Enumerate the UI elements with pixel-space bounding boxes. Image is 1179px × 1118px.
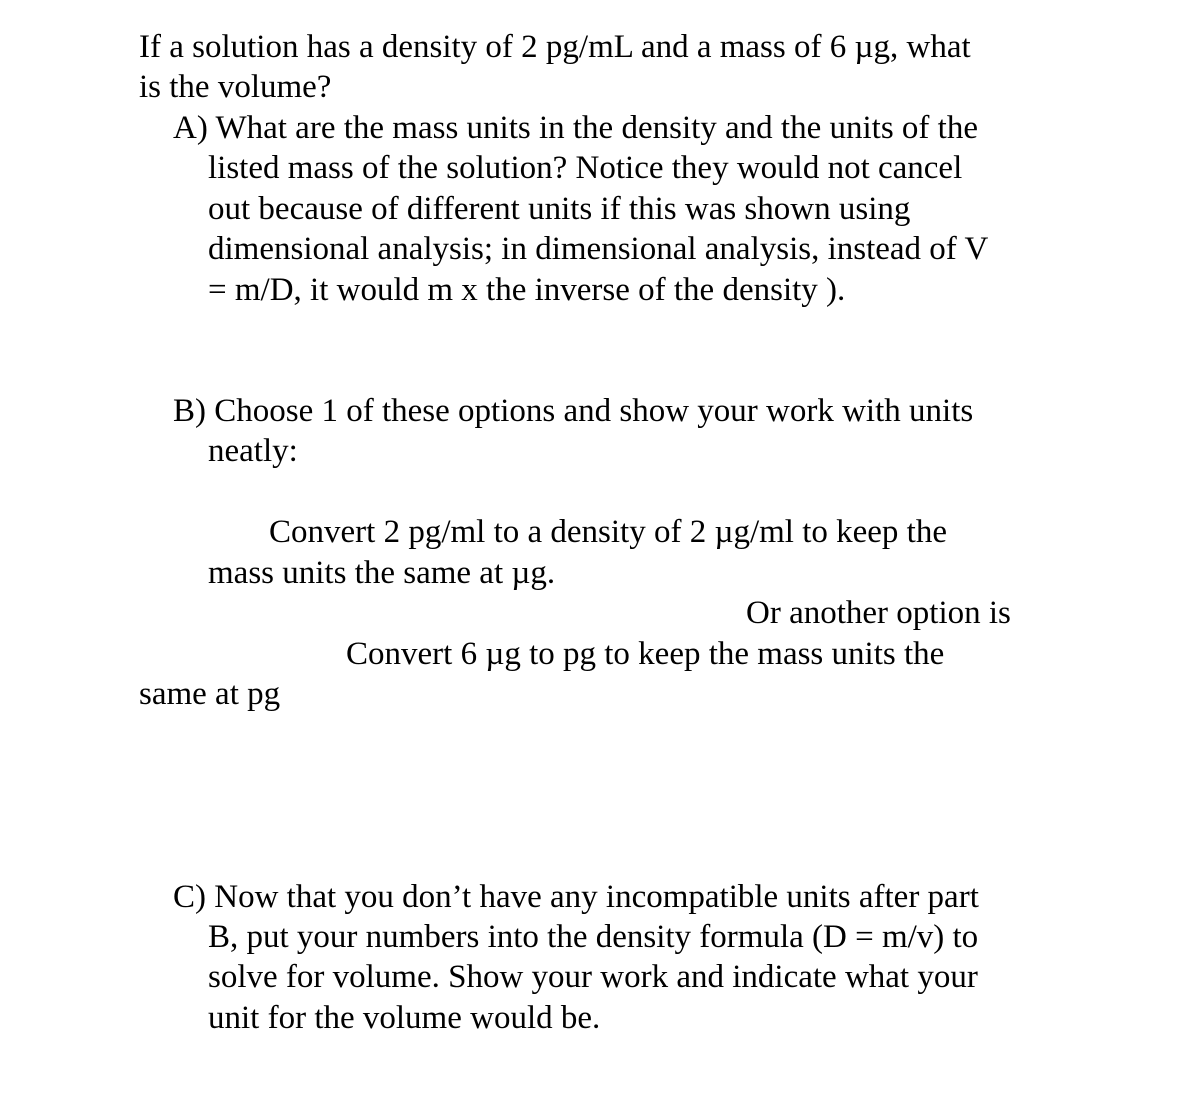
question-line-2: is the volume? [139,69,332,105]
part-a-line-5: = m/D, it would m x the inverse of the density ). [208,272,846,308]
question-line-1: If a solution has a density of 2 pg/mL and a mass of 6 µg, what [139,29,971,65]
part-a-line-3: out because of different units if this was shown using [208,191,911,227]
part-b-option-1-line-1: Convert 2 pg/ml to a density of 2 µg/ml to keep the [269,514,947,550]
part-b-or-text: Or another option is [746,595,1011,631]
part-a-line-2: listed mass of the solution? Notice they would not cancel [208,150,963,186]
part-c-line-4: unit for the volume would be. [208,1000,601,1036]
part-a-line-1: A) What are the mass units in the density and the units of the [173,110,978,146]
part-b-option-2-line-2: same at pg [139,676,281,712]
part-c-line-3: solve for volume. Show your work and indicate what your [208,959,978,995]
part-a-line-4: dimensional analysis; in dimensional analysis, instead of V [208,231,989,267]
part-b-line-2: neatly: [208,433,298,469]
part-b-option-2-line-1: Convert 6 µg to pg to keep the mass units the [346,636,945,672]
part-b-line-1: B) Choose 1 of these options and show your work with units [173,393,974,429]
part-c-line-2: B, put your numbers into the density formula (D = m/v) to [208,919,979,955]
part-c-line-1: C) Now that you don’t have any incompatible units after part [173,879,979,915]
part-b-option-1-line-2: mass units the same at µg. [208,555,556,591]
